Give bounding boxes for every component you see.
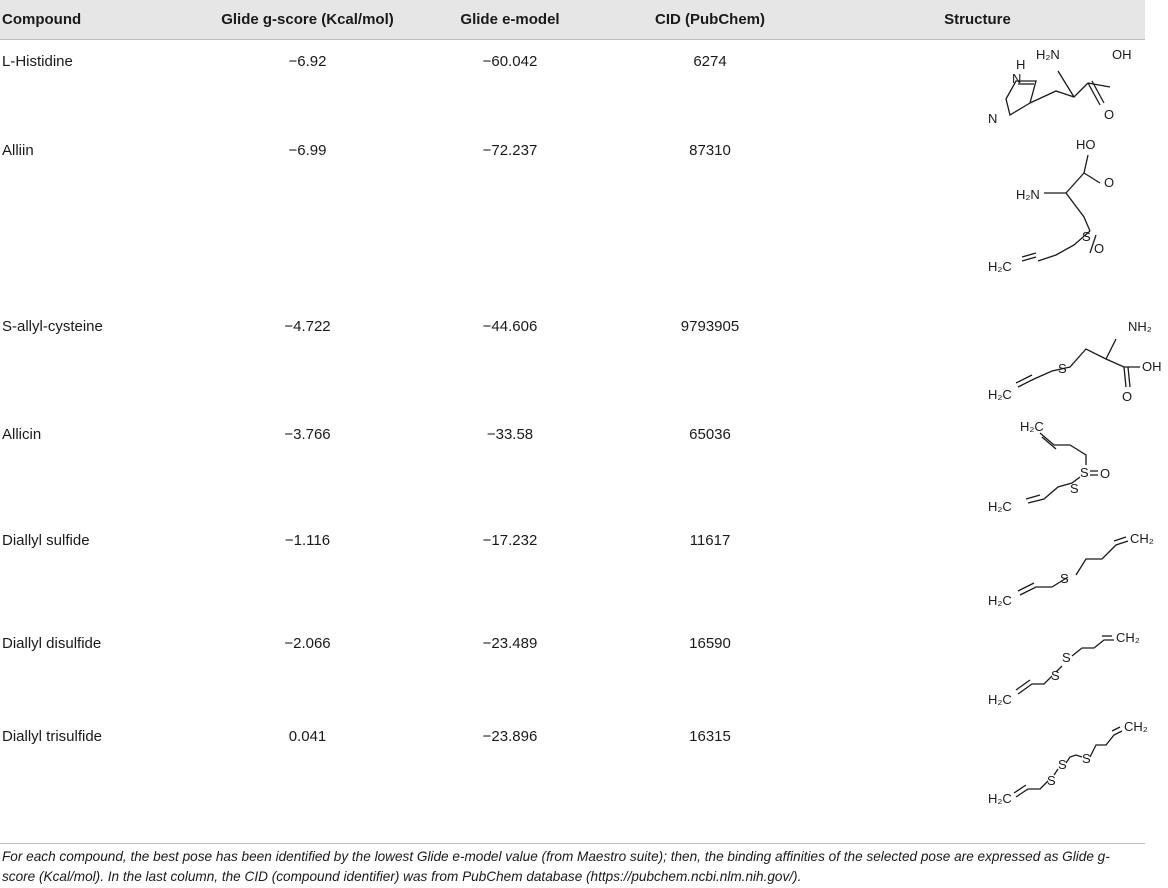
emodel-value: −23.896 — [482, 727, 538, 745]
allicin-structure — [978, 415, 1158, 519]
gscore-value: −4.722 — [284, 317, 331, 335]
s-allyl-cysteine-structure — [978, 309, 1168, 409]
emodel-value: −33.58 — [486, 425, 534, 443]
h-label: H — [1016, 57, 1026, 72]
amine-label: H₂N — [1016, 186, 1040, 202]
gscore-value: −1.116 — [284, 531, 331, 549]
sulfur-label: S — [1082, 228, 1091, 244]
oxygen-label: O — [1104, 107, 1115, 122]
table-row — [0, 129, 1145, 305]
methylene-label-2: H₂C — [988, 498, 1012, 514]
sulfur-label-2: S — [1062, 649, 1071, 665]
header-compound: Compound — [0, 0, 205, 40]
header-emodel: Glide e-model — [410, 0, 610, 40]
sulfur-label: S — [1060, 570, 1069, 586]
table-row — [0, 413, 1145, 519]
nitrogen-label: N — [1012, 71, 1022, 86]
cid-value: 11617 — [689, 531, 731, 549]
cid-value: 9793905 — [680, 317, 740, 335]
table-row — [0, 519, 1145, 622]
cid-value: 6274 — [693, 53, 727, 70]
table-bottom-rule — [0, 843, 1145, 844]
methylene-label-right: CH₂ — [1130, 530, 1154, 546]
methylene-label-left: H₂C — [988, 790, 1012, 806]
oxygen-label: O — [1100, 465, 1111, 481]
hydroxyl-label: OH — [1142, 358, 1162, 374]
methylene-label-left: H₂C — [988, 592, 1012, 608]
l-histidine-structure — [978, 41, 1158, 125]
sulfur-label: S — [1070, 480, 1079, 496]
cid-value: 65036 — [689, 425, 731, 443]
methylene-label-right: CH₂ — [1124, 718, 1148, 734]
methylene-label-right: CH₂ — [1116, 629, 1140, 645]
sulfoxide-oxygen-label: O — [1094, 240, 1105, 256]
compound-name: Allicin — [2, 425, 42, 443]
gscore-value: −6.92 — [288, 53, 327, 70]
sulfur-label-2: S — [1058, 756, 1067, 772]
compound-name: Diallyl trisulfide — [2, 727, 103, 745]
compound-name: Diallyl sulfide — [2, 531, 90, 549]
emodel-value: −44.606 — [482, 317, 538, 335]
compound-name: Alliin — [2, 141, 34, 159]
emodel-value: −72.237 — [482, 141, 538, 159]
methylene-label-left: H₂C — [988, 691, 1012, 707]
sulfoxide-sulfur-label: S — [1080, 464, 1089, 480]
cid-value: 16315 — [689, 727, 731, 745]
sulfur-label-3: S — [1082, 750, 1091, 766]
table-footnote: For each compound, the best pose has been identified by the lowest Glide e-model value (from Maestro suite); then, the binding affinities of the selected pose are expressed as Glide g-score (Kcal/mol). In the last column, the CID (compound identifier) was from PubChem database (https://pubchem.ncbi.nlm.nih.gov/). — [2, 849, 1110, 884]
oxygen-label: O — [1122, 388, 1133, 404]
table-row — [0, 305, 1145, 413]
sulfur-label-1: S — [1047, 772, 1056, 788]
header-structure: Structure — [810, 0, 1145, 40]
alliin-structure — [978, 133, 1158, 293]
sulfur-label: S — [1058, 360, 1067, 376]
amine-label: H₂N — [1036, 47, 1060, 62]
table-row — [0, 40, 1145, 129]
emodel-value: −23.489 — [482, 634, 538, 652]
compound-name: S-allyl-cysteine — [2, 317, 103, 335]
cid-value: 16590 — [689, 634, 731, 652]
gscore-value: −6.99 — [288, 141, 327, 159]
hydroxyl-label: HO — [1076, 136, 1096, 152]
methylene-label: H₂C — [988, 258, 1012, 274]
diallyl-disulfide-structure — [978, 624, 1168, 714]
compound-name: Diallyl disulfide — [2, 634, 102, 652]
emodel-value: −60.042 — [482, 53, 538, 70]
cid-value: 87310 — [689, 141, 731, 159]
methylene-label: H₂C — [988, 386, 1012, 402]
table-row — [0, 622, 1145, 715]
hydroxyl-label: OH — [1112, 47, 1132, 62]
gscore-value: −2.066 — [284, 634, 331, 652]
diallyl-sulfide-structure — [978, 523, 1168, 623]
sulfur-label-1: S — [1051, 667, 1060, 683]
gscore-value: 0.041 — [288, 727, 327, 745]
table-row — [0, 715, 1145, 804]
table-header-row — [0, 0, 1145, 40]
oxygen-label: O — [1104, 174, 1115, 190]
header-cid: CID (PubChem) — [610, 0, 810, 40]
amine-label: NH₂ — [1128, 318, 1152, 334]
gscore-value: −3.766 — [284, 425, 331, 443]
compound-name: L-Histidine — [2, 53, 73, 70]
diallyl-trisulfide-structure — [978, 717, 1168, 805]
methylene-label: H₂C — [1020, 418, 1044, 434]
nitrogen-label-2: N — [988, 111, 998, 126]
emodel-value: −17.232 — [482, 531, 538, 549]
header-gscore: Glide g-score (Kcal/mol) — [205, 0, 410, 40]
